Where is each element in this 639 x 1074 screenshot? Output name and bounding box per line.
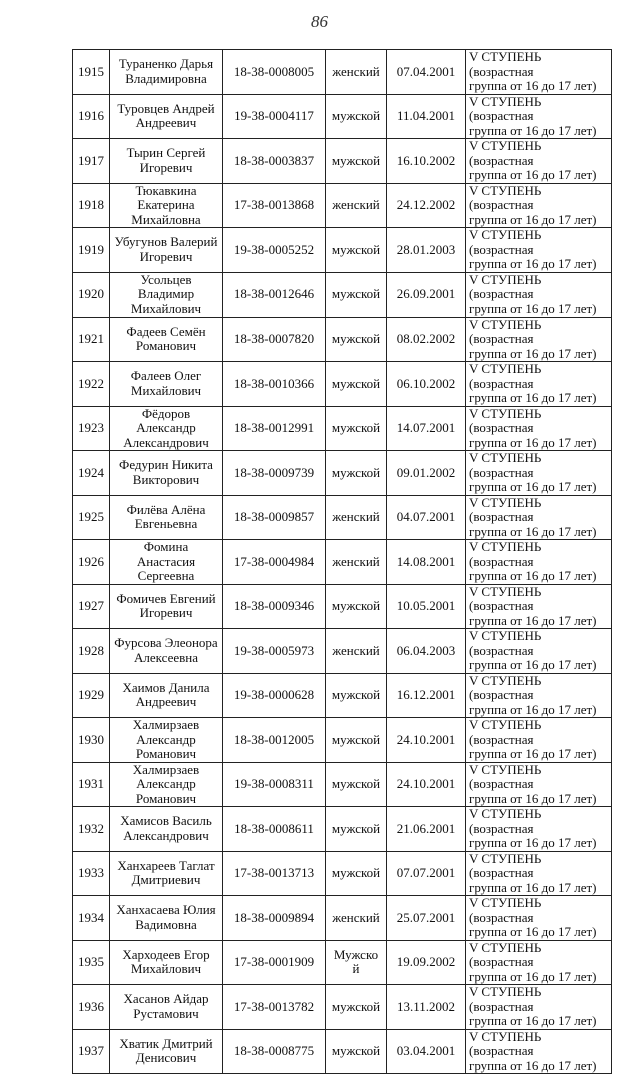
age-group-line: V СТУПЕНЬ (возрастная bbox=[469, 673, 542, 702]
gender bbox=[326, 1029, 387, 1074]
gender-line: мужской bbox=[331, 998, 381, 1014]
age-group bbox=[466, 495, 612, 540]
registry-table bbox=[72, 49, 612, 1074]
table-row bbox=[73, 406, 612, 451]
age-group bbox=[466, 762, 612, 807]
gender bbox=[326, 985, 387, 1030]
uin-code: 17-38-0013782 bbox=[223, 985, 326, 1030]
age-group-line: V СТУПЕНЬ (возрастная bbox=[469, 49, 542, 79]
age-group bbox=[466, 362, 612, 407]
gender bbox=[326, 629, 387, 674]
age-group bbox=[466, 183, 612, 228]
row-number: 1918 bbox=[73, 183, 110, 228]
gender bbox=[326, 807, 387, 852]
gender bbox=[326, 762, 387, 807]
row-number: 1936 bbox=[73, 985, 110, 1030]
birth-date: 09.01.2002 bbox=[387, 451, 466, 496]
table-row bbox=[73, 807, 612, 852]
age-group bbox=[466, 139, 612, 184]
person-name bbox=[110, 896, 223, 941]
birth-date: 07.04.2001 bbox=[387, 50, 466, 95]
person-name-line: Фадеев Семён bbox=[126, 323, 206, 339]
person-name bbox=[110, 362, 223, 407]
person-name-line: Евгеньевна bbox=[134, 516, 198, 532]
person-name bbox=[110, 139, 223, 184]
age-group-line: группа от 16 до 17 лет) bbox=[469, 211, 597, 227]
person-name bbox=[110, 495, 223, 540]
gender-line: мужской bbox=[331, 820, 381, 836]
gender bbox=[326, 940, 387, 985]
person-name bbox=[110, 451, 223, 496]
row-number: 1925 bbox=[73, 495, 110, 540]
age-group-line: группа от 16 до 17 лет) bbox=[469, 1057, 597, 1073]
person-name bbox=[110, 718, 223, 763]
uin-code: 19-38-0004117 bbox=[223, 94, 326, 139]
gender bbox=[326, 495, 387, 540]
person-name-line: Михайлович bbox=[130, 961, 202, 977]
row-number: 1932 bbox=[73, 807, 110, 852]
person-name bbox=[110, 317, 223, 362]
age-group-line: V СТУПЕНЬ (возрастная bbox=[469, 406, 542, 435]
age-group bbox=[466, 228, 612, 273]
gender-line: мужской bbox=[331, 375, 381, 391]
age-group-line: группа от 16 до 17 лет) bbox=[469, 345, 597, 361]
person-name-line: Андреевич bbox=[135, 694, 197, 710]
gender bbox=[326, 451, 387, 496]
uin-code: 17-38-0004984 bbox=[223, 540, 326, 585]
person-name-line: Фурсова Элеонора bbox=[114, 635, 218, 651]
age-group-line: группа от 16 до 17 лет) bbox=[469, 523, 597, 539]
birth-date: 19.09.2002 bbox=[387, 940, 466, 985]
birth-date: 14.07.2001 bbox=[387, 406, 466, 451]
age-group-line: группа от 16 до 17 лет) bbox=[469, 924, 597, 939]
age-group-line: V СТУПЕНЬ (возрастная bbox=[469, 272, 542, 302]
row-number: 1922 bbox=[73, 362, 110, 407]
person-name-line: Романович bbox=[135, 338, 197, 354]
age-group-line: группа от 16 до 17 лет) bbox=[469, 746, 597, 761]
person-name bbox=[110, 673, 223, 718]
person-name-line: Игоревич bbox=[139, 605, 193, 621]
gender bbox=[326, 540, 387, 585]
gender-line: женский bbox=[332, 909, 380, 925]
age-group bbox=[466, 896, 612, 941]
gender-line: мужской bbox=[331, 687, 381, 702]
registry-table-body bbox=[73, 50, 612, 1074]
gender-line: женский bbox=[332, 197, 380, 212]
person-name bbox=[110, 94, 223, 139]
table-row bbox=[73, 629, 612, 674]
table-row bbox=[73, 139, 612, 184]
person-name-line: Харходеев Егор bbox=[122, 946, 210, 962]
table-row bbox=[73, 584, 612, 629]
age-group bbox=[466, 272, 612, 317]
table-row bbox=[73, 762, 612, 807]
age-group bbox=[466, 718, 612, 763]
person-name-line: Денисович bbox=[135, 1050, 197, 1066]
gender-line: мужской bbox=[331, 865, 381, 880]
row-number: 1923 bbox=[73, 406, 110, 451]
uin-code: 17-38-0001909 bbox=[223, 940, 326, 985]
birth-date: 24.10.2001 bbox=[387, 762, 466, 807]
row-number: 1916 bbox=[73, 94, 110, 139]
age-group-line: V СТУПЕНЬ (возрастная bbox=[469, 183, 542, 212]
gender bbox=[326, 896, 387, 941]
age-group-line: V СТУПЕНЬ (возрастная bbox=[469, 1029, 542, 1058]
gender bbox=[326, 183, 387, 228]
age-group-line: V СТУПЕНЬ (возрастная bbox=[469, 717, 542, 747]
person-name-line: Дмитриевич bbox=[131, 872, 201, 888]
person-name-line: Фомина bbox=[143, 539, 189, 554]
age-group-line: V СТУПЕНЬ (возрастная bbox=[469, 539, 542, 569]
birth-date: 06.10.2002 bbox=[387, 362, 466, 407]
birth-date: 16.12.2001 bbox=[387, 673, 466, 718]
table-row bbox=[73, 317, 612, 362]
person-name-line: Ханхасаева Юлия bbox=[116, 902, 216, 918]
person-name-line: Тюкавкина bbox=[135, 183, 197, 198]
person-name-line: Федурин Никита bbox=[119, 457, 213, 473]
age-group-line: V СТУПЕНЬ (возрастная bbox=[469, 940, 542, 969]
age-group bbox=[466, 940, 612, 985]
gender bbox=[326, 228, 387, 273]
page-number: 86 bbox=[311, 12, 328, 31]
age-group bbox=[466, 406, 612, 451]
age-group-line: группа от 16 до 17 лет) bbox=[469, 657, 597, 672]
person-name-line: Романович bbox=[135, 746, 197, 761]
uin-code: 17-38-0013713 bbox=[223, 851, 326, 896]
gender-line: мужской bbox=[331, 731, 381, 747]
person-name bbox=[110, 50, 223, 95]
age-group-line: V СТУПЕНЬ (возрастная bbox=[469, 227, 542, 257]
gender bbox=[326, 94, 387, 139]
person-name-line: Фалеев Олег bbox=[130, 368, 202, 384]
gender-line: мужской bbox=[331, 598, 381, 613]
gender bbox=[326, 317, 387, 362]
person-name-line: Михайлович bbox=[130, 300, 202, 316]
age-group-line: группа от 16 до 17 лет) bbox=[469, 167, 597, 182]
birth-date: 14.08.2001 bbox=[387, 540, 466, 585]
age-group-line: V СТУПЕНЬ (возрастная bbox=[469, 895, 542, 925]
person-name-line: Вадимовна bbox=[135, 916, 197, 932]
birth-date: 28.01.2003 bbox=[387, 228, 466, 273]
age-group-line: группа от 16 до 17 лет) bbox=[469, 835, 597, 850]
person-name-line: Анастасия bbox=[136, 553, 196, 569]
gender-line: Мужско bbox=[333, 946, 379, 962]
table-row bbox=[73, 540, 612, 585]
person-name-line: Романович bbox=[135, 790, 197, 806]
age-group bbox=[466, 629, 612, 674]
age-group bbox=[466, 584, 612, 629]
table-row bbox=[73, 50, 612, 95]
age-group-line: V СТУПЕНЬ (возрастная bbox=[469, 317, 542, 346]
age-group bbox=[466, 94, 612, 139]
row-number: 1935 bbox=[73, 940, 110, 985]
birth-date: 10.05.2001 bbox=[387, 584, 466, 629]
age-group-line: V СТУПЕНЬ (возрастная bbox=[469, 138, 542, 168]
person-name-line: Андреевич bbox=[135, 115, 197, 131]
person-name bbox=[110, 629, 223, 674]
person-name-line: Рустамович bbox=[133, 1005, 199, 1021]
uin-code: 19-38-0005252 bbox=[223, 228, 326, 273]
age-group bbox=[466, 985, 612, 1030]
age-group-line: V СТУПЕНЬ (возрастная bbox=[469, 361, 542, 391]
person-name-line: Михайлович bbox=[130, 382, 202, 398]
birth-date: 07.07.2001 bbox=[387, 851, 466, 896]
age-group-line: группа от 16 до 17 лет) bbox=[469, 790, 597, 806]
person-name bbox=[110, 540, 223, 585]
person-name bbox=[110, 584, 223, 629]
gender bbox=[326, 673, 387, 718]
uin-code: 18-38-0008005 bbox=[223, 50, 326, 95]
person-name-line: Сергеевна bbox=[137, 568, 195, 583]
person-name-line: Викторович bbox=[132, 471, 200, 487]
birth-date: 06.04.2003 bbox=[387, 629, 466, 674]
age-group bbox=[466, 673, 612, 718]
age-group-line: группа от 16 до 17 лет) bbox=[469, 701, 597, 717]
gender bbox=[326, 718, 387, 763]
gender-line: мужской bbox=[331, 241, 381, 257]
uin-code: 18-38-0009894 bbox=[223, 896, 326, 941]
age-group-line: группа от 16 до 17 лет) bbox=[469, 612, 597, 628]
uin-code: 18-38-0012991 bbox=[223, 406, 326, 451]
table-row bbox=[73, 1029, 612, 1074]
gender bbox=[326, 50, 387, 95]
birth-date: 21.06.2001 bbox=[387, 807, 466, 852]
birth-date: 13.11.2002 bbox=[387, 985, 466, 1030]
person-name-line: Ханхареев Таглат bbox=[117, 857, 215, 873]
gender-line: мужской bbox=[331, 420, 381, 435]
table-row bbox=[73, 940, 612, 985]
person-name-line: Александрович bbox=[123, 434, 209, 450]
person-name-line: Хватик Дмитрий bbox=[119, 1035, 213, 1051]
uin-code: 18-38-0003837 bbox=[223, 139, 326, 184]
person-name-line: Алексеевна bbox=[134, 649, 198, 665]
uin-code: 18-38-0009346 bbox=[223, 584, 326, 629]
birth-date: 25.07.2001 bbox=[387, 896, 466, 941]
person-name-line: Халмирзаев bbox=[132, 717, 200, 732]
person-name-line: Фомичев Евгений bbox=[116, 590, 216, 606]
person-name-line: Хамисов Василь bbox=[120, 813, 212, 829]
age-group-line: группа от 16 до 17 лет) bbox=[469, 879, 597, 895]
person-name-line: Хаимов Данила bbox=[122, 679, 210, 695]
uin-code: 18-38-0009857 bbox=[223, 495, 326, 540]
gender bbox=[326, 362, 387, 407]
table-row bbox=[73, 362, 612, 407]
gender bbox=[326, 406, 387, 451]
age-group-line: группа от 16 до 17 лет) bbox=[469, 390, 597, 405]
table-row bbox=[73, 673, 612, 718]
person-name bbox=[110, 985, 223, 1030]
person-name-line: Филёва Алёна bbox=[126, 501, 206, 517]
person-name-line: Игоревич bbox=[139, 248, 193, 264]
birth-date: 04.07.2001 bbox=[387, 495, 466, 540]
age-group bbox=[466, 1029, 612, 1074]
person-name-line: Тураненко Дарья bbox=[118, 56, 214, 72]
table-row bbox=[73, 451, 612, 496]
uin-code: 18-38-0008611 bbox=[223, 807, 326, 852]
row-number: 1933 bbox=[73, 851, 110, 896]
person-name bbox=[110, 1029, 223, 1074]
age-group-line: V СТУПЕНЬ (возрастная bbox=[469, 851, 542, 880]
gender-line: женский bbox=[332, 63, 380, 79]
person-name-line: Тырин Сергей bbox=[126, 145, 206, 161]
table-row bbox=[73, 896, 612, 941]
table-row bbox=[73, 851, 612, 896]
gender-line: женский bbox=[332, 642, 380, 658]
uin-code: 18-38-0012005 bbox=[223, 718, 326, 763]
row-number: 1926 bbox=[73, 540, 110, 585]
age-group bbox=[466, 851, 612, 896]
age-group-line: группа от 16 до 17 лет) bbox=[469, 434, 597, 450]
person-name-line: Туровцев Андрей bbox=[117, 100, 215, 116]
uin-code: 17-38-0013868 bbox=[223, 183, 326, 228]
uin-code: 18-38-0010366 bbox=[223, 362, 326, 407]
age-group bbox=[466, 317, 612, 362]
row-number: 1928 bbox=[73, 629, 110, 674]
table-row bbox=[73, 183, 612, 228]
birth-date: 03.04.2001 bbox=[387, 1029, 466, 1074]
gender bbox=[326, 584, 387, 629]
gender-line: й bbox=[352, 961, 360, 977]
person-name bbox=[110, 762, 223, 807]
person-name-line: Убугунов Валерий bbox=[114, 234, 218, 250]
age-group bbox=[466, 50, 612, 95]
table-row bbox=[73, 718, 612, 763]
row-number: 1927 bbox=[73, 584, 110, 629]
person-name-line: Владимировна bbox=[125, 70, 207, 86]
table-row bbox=[73, 272, 612, 317]
person-name bbox=[110, 851, 223, 896]
person-name-line: Хасанов Айдар bbox=[123, 991, 209, 1007]
age-group-line: V СТУПЕНЬ (возрастная bbox=[469, 984, 542, 1014]
gender-line: мужской bbox=[331, 108, 381, 123]
age-group-line: группа от 16 до 17 лет) bbox=[469, 479, 597, 494]
age-group-line: группа от 16 до 17 лет) bbox=[469, 968, 597, 984]
age-group-line: V СТУПЕНЬ (возрастная bbox=[469, 94, 542, 123]
uin-code: 18-38-0009739 bbox=[223, 451, 326, 496]
uin-code: 19-38-0008311 bbox=[223, 762, 326, 807]
row-number: 1919 bbox=[73, 228, 110, 273]
person-name-line: Александр bbox=[136, 420, 196, 435]
age-group-line: группа от 16 до 17 лет) bbox=[469, 256, 597, 271]
person-name bbox=[110, 183, 223, 228]
person-name-line: Екатерина bbox=[137, 197, 195, 212]
person-name bbox=[110, 807, 223, 852]
row-number: 1934 bbox=[73, 896, 110, 941]
table-row bbox=[73, 228, 612, 273]
table-row bbox=[73, 94, 612, 139]
person-name-line: Александр bbox=[136, 776, 196, 791]
gender-line: женский bbox=[332, 553, 380, 569]
age-group-line: группа от 16 до 17 лет) bbox=[469, 78, 597, 93]
age-group-line: группа от 16 до 17 лет) bbox=[469, 568, 597, 583]
age-group-line: V СТУПЕНЬ (возрастная bbox=[469, 762, 542, 791]
age-group bbox=[466, 807, 612, 852]
age-group bbox=[466, 451, 612, 496]
age-group-line: группа от 16 до 17 лет) bbox=[469, 300, 597, 316]
row-number: 1937 bbox=[73, 1029, 110, 1074]
person-name-line: Владимир bbox=[137, 286, 195, 302]
person-name-line: Александр bbox=[136, 731, 196, 747]
age-group-line: V СТУПЕНЬ (возрастная bbox=[469, 584, 542, 613]
uin-code: 19-38-0000628 bbox=[223, 673, 326, 718]
person-name bbox=[110, 406, 223, 451]
birth-date: 26.09.2001 bbox=[387, 272, 466, 317]
uin-code: 19-38-0005973 bbox=[223, 629, 326, 674]
table-row bbox=[73, 495, 612, 540]
table-row bbox=[73, 985, 612, 1030]
person-name-line: Михайловна bbox=[131, 211, 201, 227]
age-group-line: V СТУПЕНЬ (возрастная bbox=[469, 450, 542, 480]
birth-date: 11.04.2001 bbox=[387, 94, 466, 139]
person-name-line: Усольцев bbox=[140, 272, 192, 287]
person-name-line: Александрович bbox=[123, 827, 209, 843]
gender-line: мужской bbox=[331, 152, 381, 168]
row-number: 1915 bbox=[73, 50, 110, 95]
row-number: 1917 bbox=[73, 139, 110, 184]
age-group-line: V СТУПЕНЬ (возрастная bbox=[469, 495, 542, 524]
row-number: 1930 bbox=[73, 718, 110, 763]
row-number: 1931 bbox=[73, 762, 110, 807]
person-name-line: Игоревич bbox=[139, 159, 193, 175]
row-number: 1920 bbox=[73, 272, 110, 317]
row-number: 1924 bbox=[73, 451, 110, 496]
age-group bbox=[466, 540, 612, 585]
row-number: 1921 bbox=[73, 317, 110, 362]
gender-line: мужской bbox=[331, 464, 381, 480]
person-name-line: Фёдоров bbox=[141, 406, 191, 421]
person-name bbox=[110, 940, 223, 985]
gender-line: мужской bbox=[331, 776, 381, 791]
gender-line: мужской bbox=[331, 331, 381, 346]
age-group-line: группа от 16 до 17 лет) bbox=[469, 1013, 597, 1028]
birth-date: 08.02.2002 bbox=[387, 317, 466, 362]
person-name-line: Халмирзаев bbox=[132, 762, 200, 777]
age-group-line: V СТУПЕНЬ (возрастная bbox=[469, 806, 542, 836]
uin-code: 18-38-0012646 bbox=[223, 272, 326, 317]
uin-code: 18-38-0007820 bbox=[223, 317, 326, 362]
birth-date: 16.10.2002 bbox=[387, 139, 466, 184]
row-number: 1929 bbox=[73, 673, 110, 718]
birth-date: 24.10.2001 bbox=[387, 718, 466, 763]
person-name bbox=[110, 228, 223, 273]
gender bbox=[326, 139, 387, 184]
birth-date: 24.12.2002 bbox=[387, 183, 466, 228]
gender bbox=[326, 272, 387, 317]
gender-line: женский bbox=[332, 509, 380, 524]
gender bbox=[326, 851, 387, 896]
person-name bbox=[110, 272, 223, 317]
uin-code: 18-38-0008775 bbox=[223, 1029, 326, 1074]
gender-line: мужской bbox=[331, 286, 381, 302]
age-group-line: V СТУПЕНЬ (возрастная bbox=[469, 628, 542, 658]
gender-line: мужской bbox=[331, 1043, 381, 1058]
age-group-line: группа от 16 до 17 лет) bbox=[469, 122, 597, 138]
